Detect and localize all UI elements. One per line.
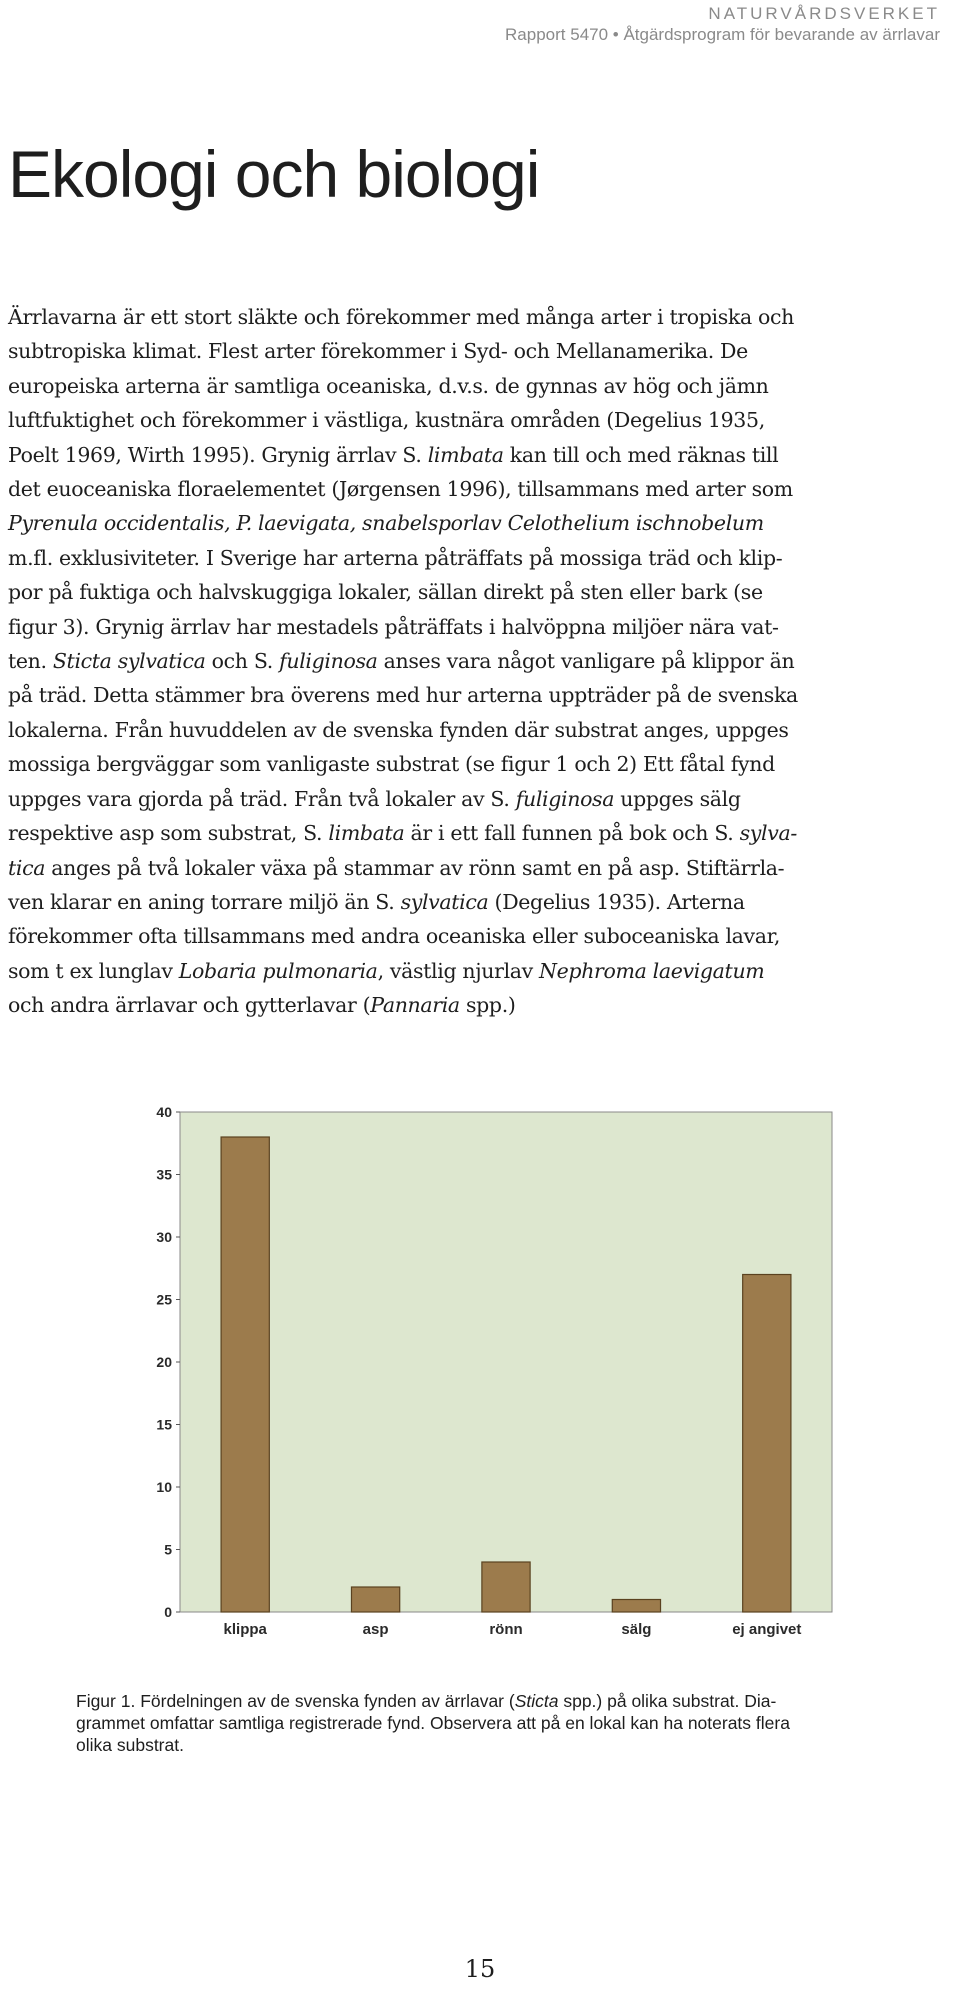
- text-segment: spp.): [459, 993, 516, 1018]
- text-line: [8, 438, 956, 472]
- text-line: [8, 610, 956, 644]
- text-line: [8, 334, 956, 368]
- italic-segment: Pannaria: [370, 993, 460, 1018]
- text-line: [76, 1712, 936, 1734]
- text-line: [8, 300, 956, 334]
- italic-segment: limbata: [427, 442, 504, 467]
- text-segment: anses vara något vanligare på klippor än: [377, 649, 795, 674]
- report-title: Rapport 5470 • Åtgärdsprogram för bevarande av ärrlavar: [505, 25, 940, 44]
- text-segment: por på fuktiga och halvskuggiga lokaler, sällan direkt på sten eller bark (se: [8, 580, 763, 605]
- text-line: [8, 919, 956, 953]
- y-tick-label: 0: [164, 1604, 172, 1620]
- x-tick-label: ej angivet: [732, 1621, 802, 1638]
- y-tick-label: 40: [156, 1104, 172, 1120]
- italic-segment: fuliginosa: [515, 786, 615, 811]
- text-segment: grammet omfattar samtliga registrerade fynd. Observera att på en lokal kan ha noterats flera: [76, 1713, 790, 1733]
- text-segment: europeiska arterna är samtliga oceaniska, d.v.s. de gynnas av hög och jämn: [8, 373, 769, 398]
- italic-segment: Pyrenula occidentalis, P. laevigata, snabelsporlav Celothelium ischnobelum: [8, 511, 764, 536]
- text-line: [8, 678, 956, 712]
- text-segment: , västlig njurlav: [377, 958, 540, 983]
- y-tick-label: 5: [164, 1541, 172, 1558]
- text-line: [8, 851, 956, 885]
- text-segment: Ärrlavarna är ett stort släkte och förekommer med många arter i tropiska och: [8, 305, 795, 329]
- text-segment: olika substrat.: [76, 1735, 184, 1755]
- italic-segment: Sticta: [514, 1691, 559, 1711]
- text-segment: mossiga bergväggar som vanligaste substrat (se figur 1 och 2) Ett fåtal fynd: [8, 752, 775, 777]
- text-line: [8, 782, 956, 816]
- running-header: [505, 4, 940, 46]
- x-tick-label: rönn: [489, 1621, 523, 1638]
- text-line: [8, 575, 956, 609]
- text-segment: luftfuktighet och förekommer i västliga, kustnära områden (Degelius 1935,: [8, 408, 765, 433]
- text-segment: kan till och med räknas till: [503, 442, 779, 467]
- text-segment: ven klarar en aning torrare miljö än S.: [8, 889, 401, 914]
- text-line: [76, 1690, 936, 1712]
- x-tick-label: sälg: [621, 1621, 652, 1638]
- text-line: [8, 988, 956, 1022]
- italic-segment: Lobaria pulmonaria: [178, 958, 378, 983]
- text-segment: är i ett fall funnen på bok och S.: [404, 821, 740, 846]
- text-segment: Figur 1. Fördelningen av de svenska fynden av ärrlavar (: [76, 1691, 515, 1711]
- text-segment: (Degelius 1935). Arterna: [488, 889, 745, 914]
- y-tick-label: 15: [156, 1416, 172, 1433]
- text-segment: Poelt 1969, Wirth 1995). Grynig ärrlav S.: [8, 442, 428, 467]
- text-segment: och S.: [205, 649, 280, 674]
- text-segment: figur 3). Grynig ärrlav har mestadels påträffats i halvöppna miljöer nära vat-: [8, 614, 779, 639]
- italic-segment: sylva-: [739, 821, 797, 846]
- bar-sälg: [612, 1600, 660, 1613]
- italic-segment: tica: [8, 855, 46, 880]
- text-line: [8, 954, 956, 988]
- text-segment: ten.: [8, 649, 53, 674]
- text-line: [8, 369, 956, 403]
- text-segment: på träd. Detta stämmer bra överens med hur arterna uppträder på de svenska: [8, 683, 798, 708]
- text-line: [8, 472, 956, 506]
- agency-name: NATURVÅRDSVERKET: [708, 4, 940, 23]
- text-segment: spp.) på olika substrat. Dia-: [558, 1691, 777, 1711]
- y-tick-label: 35: [156, 1166, 172, 1183]
- text-line: [8, 816, 956, 850]
- text-segment: respektive asp som substrat, S.: [8, 821, 329, 846]
- italic-segment: limbata: [328, 821, 405, 846]
- bar-rönn: [482, 1562, 530, 1612]
- text-segment: uppges vara gjorda på träd. Från två lokaler av S.: [8, 786, 516, 811]
- text-segment: m.fl. exklusiviteter. I Sverige har arterna påträffats på mossiga träd och klip-: [8, 545, 783, 570]
- text-segment: uppges sälg: [614, 786, 741, 811]
- body-paragraph: [8, 300, 956, 1023]
- bar-ej-angivet: [743, 1275, 791, 1613]
- text-line: [8, 403, 956, 437]
- x-tick-label: asp: [362, 1621, 389, 1638]
- y-tick-label: 25: [156, 1291, 172, 1308]
- text-line: [8, 885, 956, 919]
- italic-segment: Sticta sylvatica: [52, 649, 206, 674]
- text-line: [8, 506, 956, 540]
- text-segment: det euoceaniska floraelementet (Jørgensen 1996), tillsammans med arter som: [8, 477, 793, 502]
- x-tick-label: klippa: [223, 1621, 267, 1638]
- italic-segment: Nephroma laevigatum: [539, 958, 765, 983]
- text-line: [8, 541, 956, 575]
- section-heading: Ekologi och biologi: [8, 137, 540, 211]
- substrate-bar-chart: [140, 1104, 840, 1664]
- italic-segment: fuliginosa: [279, 649, 378, 674]
- text-segment: subtropiska klimat. Flest arter förekommer i Syd- och Mellanamerika. De: [8, 339, 748, 364]
- y-tick-label: 30: [156, 1229, 172, 1245]
- text-segment: anges på två lokaler växa på stammar av rönn samt en på asp. Stiftärrla-: [45, 855, 785, 880]
- bar-klippa: [221, 1137, 269, 1612]
- figure-caption: [76, 1690, 936, 1756]
- y-tick-label: 20: [156, 1354, 172, 1370]
- text-line: [8, 747, 956, 781]
- plot-area: [180, 1112, 832, 1612]
- italic-segment: sylvatica: [400, 889, 489, 914]
- bar-asp: [351, 1587, 399, 1612]
- y-tick-label: 10: [156, 1479, 172, 1495]
- text-line: [8, 644, 956, 678]
- text-line: [76, 1734, 936, 1756]
- text-segment: förekommer ofta tillsammans med andra oceaniska eller suboceaniska lavar,: [8, 924, 781, 949]
- text-segment: som t ex lunglav: [8, 958, 179, 983]
- page-number: 15: [464, 1955, 496, 1983]
- text-line: [8, 713, 956, 747]
- text-segment: lokalerna. Från huvuddelen av de svenska fynden där substrat anges, uppges: [8, 717, 789, 742]
- text-segment: och andra ärrlavar och gytterlavar (: [8, 993, 371, 1018]
